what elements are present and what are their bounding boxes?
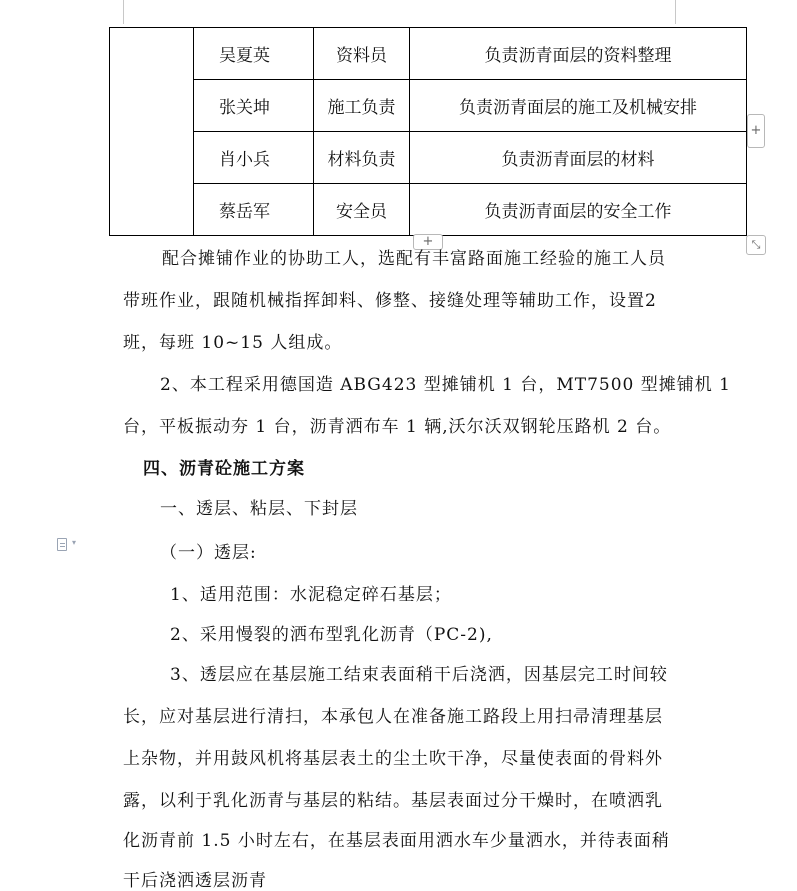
page-margin-marker-left — [123, 0, 124, 24]
body-paragraph-line: 上杂物，并用鼓风机将基层表土的尘土吹干净，尽量使表面的骨料外 — [123, 749, 663, 769]
section-heading: 四、沥青砼施工方案 — [143, 459, 305, 479]
table-row — [110, 132, 747, 184]
body-paragraph-line: 长，应对基层进行清扫，本承包人在准备施工路段上用扫帚清理基层 — [123, 707, 663, 727]
staff-role-cell[interactable]: 施工负责 — [314, 80, 410, 132]
table-row — [110, 28, 747, 80]
staff-duty-cell[interactable]: 负责沥青面层的材料 — [410, 132, 747, 184]
page-margin-marker-right — [675, 0, 676, 24]
body-paragraph-line: 台，平板振动夯 1 台，沥青洒布车 1 辆,沃尔沃双钢轮压路机 2 台。 — [123, 417, 672, 437]
staff-role-cell[interactable]: 资料员 — [314, 28, 410, 80]
add-column-button[interactable]: + — [747, 114, 765, 148]
body-paragraph-line: 2、本工程采用德国造 ABG423 型摊铺机 1 台，MT7500 型摊铺机 1 — [160, 375, 731, 395]
staff-name-cell[interactable]: 肖小兵 — [194, 132, 314, 184]
body-paragraph-line: 配合摊铺作业的协助工人，选配有丰富路面施工经验的施工人员 — [162, 249, 666, 269]
staff-name-cell[interactable]: 吴夏英 — [194, 28, 314, 80]
list-item: 2、采用慢裂的洒布型乳化沥青（PC-2), — [170, 625, 493, 645]
table-resize-handle-icon[interactable]: ⤡ — [746, 235, 766, 255]
merged-group-cell[interactable] — [110, 28, 194, 236]
body-paragraph-line: 3、透层应在基层施工结束表面稍干后浇洒，因基层完工时间较 — [170, 665, 668, 685]
subsection-heading: 一、透层、粘层、下封层 — [160, 499, 358, 519]
body-paragraph-line: 干后浇洒透层沥青 — [123, 871, 267, 891]
subsection-heading: （一）透层: — [160, 543, 257, 563]
chevron-down-icon: ▾ — [72, 538, 77, 547]
staff-name-cell[interactable]: 张关坤 — [194, 80, 314, 132]
staff-role-cell[interactable]: 材料负责 — [314, 132, 410, 184]
staff-responsibility-table — [109, 27, 747, 236]
add-row-button[interactable]: + — [413, 234, 443, 250]
body-paragraph-line: 班，每班 10~15 人组成。 — [123, 333, 343, 353]
body-paragraph-line: 露，以利于乳化沥青与基层的粘结。基层表面过分干燥时，在喷洒乳 — [123, 791, 663, 811]
staff-duty-cell[interactable]: 负责沥青面层的安全工作 — [410, 184, 747, 236]
body-paragraph-line: 化沥青前 1.5 小时左右，在基层表面用洒水车少量洒水，并待表面稍 — [123, 831, 670, 851]
document-paragraph-icon[interactable] — [56, 538, 82, 552]
staff-name-cell[interactable]: 蔡岳军 — [194, 184, 314, 236]
list-item: 1、适用范围：水泥稳定碎石基层； — [170, 585, 452, 605]
table-row — [110, 184, 747, 236]
staff-duty-cell[interactable]: 负责沥青面层的资料整理 — [410, 28, 747, 80]
staff-role-cell[interactable]: 安全员 — [314, 184, 410, 236]
staff-duty-cell[interactable]: 负责沥青面层的施工及机械安排 — [410, 80, 747, 132]
page-icon — [57, 538, 67, 551]
body-paragraph-line: 带班作业，跟随机械指挥卸料、修整、接缝处理等辅助工作，设置2 — [123, 291, 657, 311]
table-row — [110, 80, 747, 132]
